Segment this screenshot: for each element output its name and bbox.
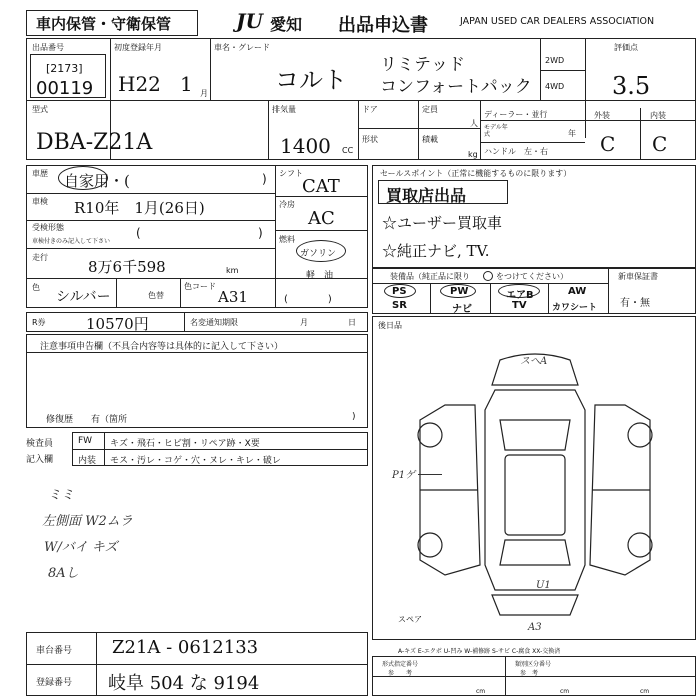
km-unit: km (226, 266, 239, 275)
diagram-u1-mark: U1 (536, 580, 551, 591)
diagram-a3-mark: A3 (528, 622, 542, 633)
mileage-value: 8万6千598 (88, 258, 166, 276)
car-name-label: 車名・グレード (214, 43, 270, 52)
cm-unit-1: cm (476, 688, 486, 695)
handle-label: ハンドル 左・右 (484, 147, 548, 156)
equip-tv: TV (512, 300, 527, 311)
dealer-label: ディーラー・並行 (484, 110, 548, 119)
sales-stamp: 買取店出品 (386, 186, 467, 205)
storage-tag: 車内保管・守衛保管 (36, 15, 172, 33)
after-label: 後日品 (378, 321, 402, 330)
drive-2wd: 2WD (545, 56, 565, 65)
displacement-label: 排気量 (272, 105, 296, 114)
checklist-exterior: キズ・飛石・ヒビ割・リペア跡・X要 (110, 439, 260, 449)
warranty-label: 新車保証書 (618, 272, 658, 281)
cm-unit-3: cm (640, 688, 650, 695)
warranty-value: 有・無 (620, 298, 650, 309)
checklist-interior: モス・汚レ・コゲ・穴・ヌレ・キレ・破レ (110, 456, 281, 466)
repair-label: 修復歴 有（箇所 (46, 415, 128, 425)
note-line-2: 左側面 W2ムラ (42, 514, 133, 529)
exterior-label: 外装 (594, 111, 610, 120)
spare-label: スペア (398, 615, 422, 624)
sales-point-2: ☆純正ナビ, TV. (382, 242, 490, 260)
lot-number: 00119 (36, 78, 94, 99)
r-ticket-value: 10570円 (86, 315, 149, 333)
inspection-value: R10年 1月(26日) (74, 199, 205, 217)
spec-ref: 参 考 (388, 670, 413, 677)
inspection-label: 車検 (32, 197, 48, 206)
association-name: JAPAN USED CAR DEALERS ASSOCIATION (460, 16, 655, 27)
pw-circle (440, 284, 476, 298)
lot-bracket: [2173] (46, 62, 83, 75)
inspector-label: 検査員 (26, 439, 54, 449)
equip-label: 装備品（純正品に限り (390, 272, 470, 281)
equip-airbag: エアB (506, 290, 534, 301)
kg-unit: kg (468, 150, 478, 159)
color-label: 色 (32, 283, 40, 292)
fuel-gas: ガソリン (300, 249, 337, 259)
purpose-circle (58, 166, 108, 190)
shape-label: 形状 (362, 135, 378, 144)
reg-no-value: 岐阜 504 な 9194 (108, 673, 260, 694)
class-label: 類別区分番号 (515, 661, 552, 668)
transfer-label: 名変通知期限 (190, 318, 238, 327)
fuel-label: 燃料 (279, 235, 295, 244)
color-code-label: 色コード (184, 282, 216, 291)
year-unit: 年 (568, 129, 576, 138)
acceptance-label: 受検形態 (32, 223, 64, 232)
class-ref: 参 考 (520, 670, 539, 677)
equip-aw: AW (568, 286, 587, 297)
diagram-side-arrow (418, 474, 442, 475)
model-code: DBA-Z21A (36, 130, 153, 155)
transfer-day: 日 (348, 318, 356, 327)
model-year-label: モデル年式 (484, 124, 508, 138)
equip-navi: ナビ (452, 304, 472, 315)
ps-circle (384, 284, 416, 298)
acceptance-note: 車検付きのみ記入して下さい (32, 238, 111, 245)
first-reg-label: 初度登録年月 (114, 43, 162, 52)
logo-mark: JU (236, 9, 263, 33)
displacement: 1400 (280, 134, 331, 158)
capacity-label: 定員 (422, 105, 438, 114)
note-line-4: 8Aし (48, 566, 79, 581)
fuel-paren: ( ) (284, 294, 332, 305)
purpose-label: 車歴 (32, 169, 48, 178)
car-grade: リミテッド コンフォートパック (380, 55, 532, 97)
first-reg-year: H22 (118, 72, 161, 96)
lot-label: 出品番号 (32, 43, 64, 52)
cc-unit: CC (342, 146, 354, 155)
org-name: 愛知 (270, 15, 303, 34)
equip-ps: PS (392, 286, 407, 297)
diagram-front-mark: スヘA (520, 356, 548, 367)
purpose-close: ) (262, 172, 267, 186)
score-label: 評価点 (614, 43, 638, 52)
repair-close: ) (352, 412, 356, 422)
equip-sr: SR (392, 300, 407, 311)
ac-label: 冷房 (279, 200, 295, 209)
car-name: コルト (275, 66, 347, 94)
note-line-3: W/バイ キズ (44, 540, 118, 555)
color-value: シルバー (56, 289, 111, 305)
damage-legend: A-キズ E-エクボ U-凹み W-補修跡 S-サビ C-腐食 XX-交換済 (398, 648, 561, 655)
interior-label: 内装 (650, 111, 666, 120)
purpose-value: 自家用・( (64, 172, 130, 190)
door-label: ドア (362, 105, 378, 114)
airbag-circle (498, 284, 540, 298)
equip-circle-note: をつけてください） (496, 272, 568, 281)
note-line-1: ミミ (48, 488, 75, 503)
spec-label: 形式指定番号 (382, 661, 419, 668)
acceptance-paren-close: ) (258, 226, 263, 240)
drive-4wd: 4WD (545, 82, 565, 91)
type-label: 型式 (32, 105, 48, 114)
score-value: 3.5 (612, 72, 651, 100)
reg-no-label: 登録番号 (36, 678, 73, 688)
interior-grade: C (652, 132, 668, 156)
chassis-value: Z21A - 0612133 (112, 637, 259, 658)
shift-label: シフト (279, 169, 303, 178)
first-reg-month-unit: 月 (200, 89, 208, 98)
first-reg-month: 1 (180, 72, 193, 96)
load-label: 積載 (422, 135, 438, 144)
transfer-month: 月 (300, 318, 308, 327)
fuel-light: 軽 油 (306, 271, 334, 281)
person-unit: 人 (470, 119, 478, 128)
color-code: A31 (218, 288, 248, 306)
equip-circle-mark (483, 271, 493, 281)
cm-unit-2: cm (560, 688, 570, 695)
acceptance-paren-open: ( (136, 226, 141, 240)
fuel-gas-circle (296, 240, 346, 262)
sales-label: セールスポイント（正常に機能するものに限ります） (380, 169, 572, 178)
equip-pw: PW (450, 286, 469, 297)
car-diagram (400, 350, 670, 620)
exterior-grade: C (600, 132, 616, 156)
remarks-label: 記入欄 (26, 455, 54, 465)
color-swap-label: 色替 (148, 291, 164, 300)
notes-label: 注意事項申告欄（不具合内容等は具体的に記入して下さい） (40, 342, 284, 352)
shift-value: CAT (302, 176, 340, 197)
chassis-label: 車台番号 (36, 646, 73, 656)
r-ticket-label: R券 (32, 318, 46, 327)
mileage-label: 走行 (32, 253, 48, 262)
doc-title: 出品申込書 (338, 15, 428, 36)
interior-check-label: 内装 (78, 456, 97, 466)
equip-leather: カワシート (552, 303, 598, 313)
fw-label: FW (78, 436, 93, 446)
diagram-side-mark: P1ゲ (392, 470, 416, 481)
sales-point-1: ☆ユーザー買取車 (382, 214, 503, 232)
ac-value: AC (308, 208, 335, 229)
